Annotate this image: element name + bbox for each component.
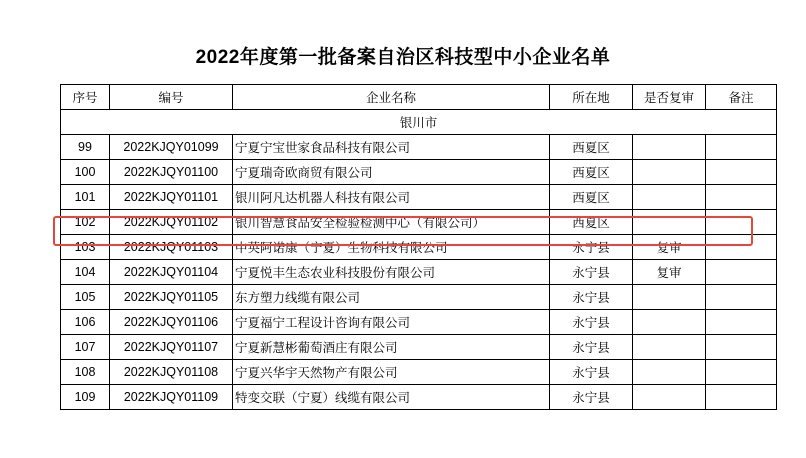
cell-remark [706, 385, 777, 410]
cell-review: 复审 [633, 235, 706, 260]
cell-remark [706, 210, 777, 235]
cell-location: 永宁县 [550, 260, 633, 285]
cell-review [633, 285, 706, 310]
column-header-enterprise-name: 企业名称 [233, 85, 550, 110]
cell-code: 2022KJQY01100 [110, 160, 233, 185]
cell-location: 西夏区 [550, 210, 633, 235]
cell-remark [706, 135, 777, 160]
cell-seq: 102 [61, 210, 110, 235]
cell-remark [706, 260, 777, 285]
table-row [61, 285, 777, 310]
cell-remark [706, 335, 777, 360]
cell-remark [706, 235, 777, 260]
cell-seq: 103 [61, 235, 110, 260]
column-header-code: 编号 [110, 85, 233, 110]
cell-remark [706, 285, 777, 310]
cell-code: 2022KJQY01109 [110, 385, 233, 410]
cell-seq: 107 [61, 335, 110, 360]
cell-location: 永宁县 [550, 285, 633, 310]
table-row [61, 160, 777, 185]
table-row [61, 310, 777, 335]
table-row [61, 185, 777, 210]
cell-review [633, 210, 706, 235]
cell-review [633, 135, 706, 160]
cell-location: 永宁县 [550, 360, 633, 385]
cell-code: 2022KJQY01099 [110, 135, 233, 160]
enterprise-list-table-container [60, 84, 754, 410]
cell-remark [706, 160, 777, 185]
cell-enterprise-name: 银川阿凡达机器人科技有限公司 [233, 185, 550, 210]
cell-review [633, 160, 706, 185]
cell-enterprise-name: 宁夏兴华宇天然物产有限公司 [233, 360, 550, 385]
cell-seq: 101 [61, 185, 110, 210]
cell-code: 2022KJQY01108 [110, 360, 233, 385]
column-header-location: 所在地 [550, 85, 633, 110]
table-row [61, 210, 777, 235]
table-row [61, 235, 777, 260]
cell-location: 西夏区 [550, 185, 633, 210]
enterprise-list-table [60, 84, 777, 410]
cell-location: 永宁县 [550, 385, 633, 410]
column-header-remark: 备注 [706, 85, 777, 110]
group-label-city: 银川市 [61, 110, 777, 135]
table-row [61, 335, 777, 360]
cell-enterprise-name: 宁夏瑞奇欧商贸有限公司 [233, 160, 550, 185]
cell-review [633, 385, 706, 410]
cell-seq: 105 [61, 285, 110, 310]
cell-enterprise-name: 宁夏新慧彬葡萄酒庄有限公司 [233, 335, 550, 360]
cell-location: 永宁县 [550, 235, 633, 260]
table-row [61, 360, 777, 385]
cell-enterprise-name: 银川智慧食品安全检验检测中心（有限公司） [233, 210, 550, 235]
cell-code: 2022KJQY01103 [110, 235, 233, 260]
table-row [61, 135, 777, 160]
column-header-review: 是否复审 [633, 85, 706, 110]
cell-location: 西夏区 [550, 160, 633, 185]
table-row [61, 260, 777, 285]
cell-code: 2022KJQY01104 [110, 260, 233, 285]
cell-code: 2022KJQY01102 [110, 210, 233, 235]
cell-code: 2022KJQY01105 [110, 285, 233, 310]
cell-seq: 109 [61, 385, 110, 410]
cell-review [633, 360, 706, 385]
cell-remark [706, 310, 777, 335]
cell-enterprise-name: 特变交联（宁夏）线缆有限公司 [233, 385, 550, 410]
table-group-row [61, 110, 777, 135]
cell-enterprise-name: 中英阿诺康（宁夏）生物科技有限公司 [233, 235, 550, 260]
cell-location: 永宁县 [550, 310, 633, 335]
table-header [61, 85, 777, 110]
table-row [61, 385, 777, 410]
cell-enterprise-name: 宁夏福宁工程设计咨询有限公司 [233, 310, 550, 335]
table-header-row [61, 85, 777, 110]
cell-seq: 106 [61, 310, 110, 335]
cell-code: 2022KJQY01107 [110, 335, 233, 360]
cell-enterprise-name: 宁夏宁宝世家食品科技有限公司 [233, 135, 550, 160]
cell-remark [706, 185, 777, 210]
cell-seq: 99 [61, 135, 110, 160]
cell-review [633, 185, 706, 210]
cell-code: 2022KJQY01101 [110, 185, 233, 210]
cell-location: 永宁县 [550, 335, 633, 360]
cell-seq: 100 [61, 160, 110, 185]
cell-enterprise-name: 东方塑力线缆有限公司 [233, 285, 550, 310]
cell-review: 复审 [633, 260, 706, 285]
column-header-seq: 序号 [61, 85, 110, 110]
table-body [61, 110, 777, 410]
cell-seq: 104 [61, 260, 110, 285]
cell-remark [706, 360, 777, 385]
cell-enterprise-name: 宁夏悦丰生态农业科技股份有限公司 [233, 260, 550, 285]
cell-code: 2022KJQY01106 [110, 310, 233, 335]
cell-review [633, 335, 706, 360]
page-title: 2022年度第一批备案自治区科技型中小企业名单 [195, 47, 611, 68]
cell-seq: 108 [61, 360, 110, 385]
cell-review [633, 310, 706, 335]
cell-location: 西夏区 [550, 135, 633, 160]
